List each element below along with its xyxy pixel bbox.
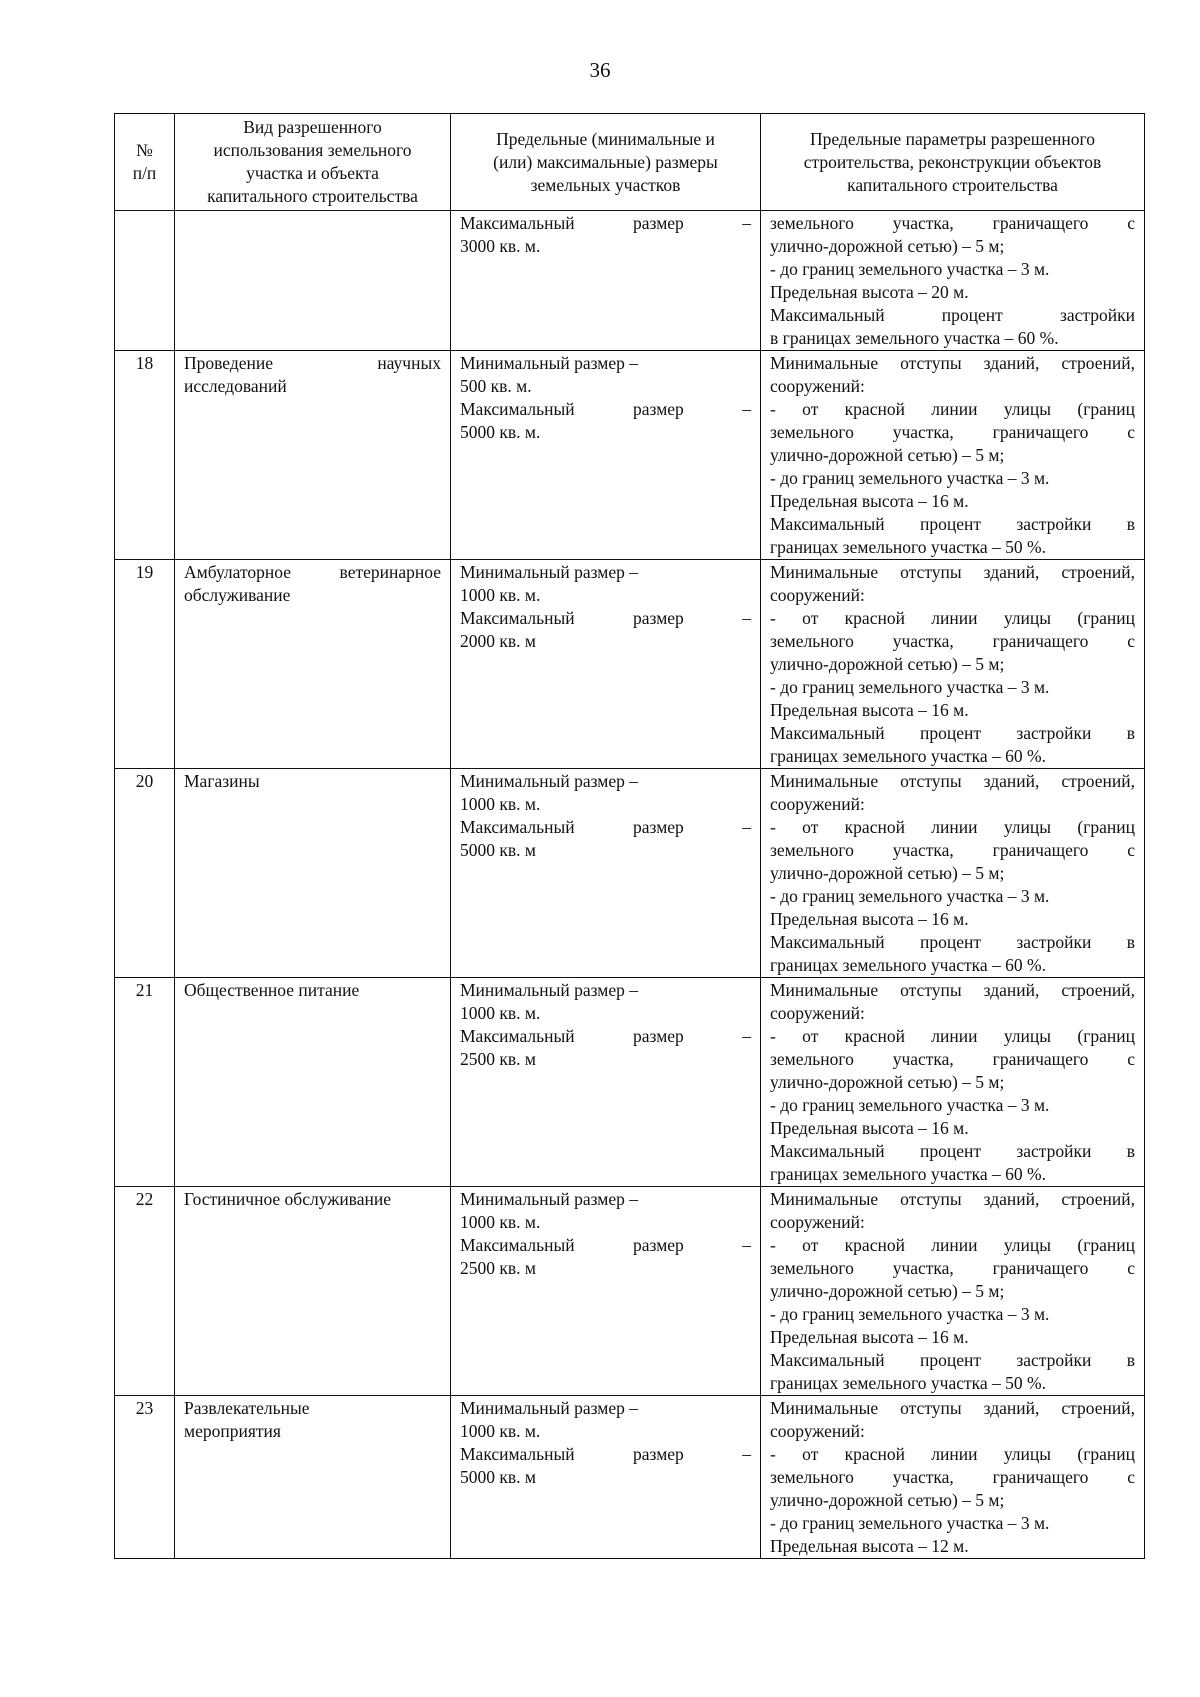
cell-text-line: 500 кв. м. <box>460 376 532 396</box>
cell-text-line: границах земельного участка – 60 %. <box>770 1164 1046 1184</box>
cell-text-line: Максимальный размер – <box>460 817 751 837</box>
cell-text-line: 3000 кв. м. <box>460 236 541 256</box>
cell-text-line: 5000 кв. м <box>460 1467 536 1487</box>
cell-text-line: 1000 кв. м. <box>460 794 541 814</box>
use-type-cell <box>175 978 451 1187</box>
cell-text-line: Минимальный размер – <box>460 980 639 1000</box>
row-number-cell: 19 <box>115 560 175 769</box>
row-number-cell: 20 <box>115 769 175 978</box>
cell-text-line: Проведение научных <box>184 353 441 373</box>
cell-text-line: 5000 кв. м. <box>460 422 541 442</box>
cell-text-line: земельного участка, граничащего с <box>770 1049 1135 1069</box>
cell-text-line: сооружений: <box>770 1212 865 1232</box>
table-row <box>115 211 1145 351</box>
cell-text-line: Гостиничное обслуживание <box>184 1189 391 1209</box>
cell-text-line: 1000 кв. м. <box>460 585 541 605</box>
cell-text-line: земельного участка, граничащего с <box>770 422 1135 442</box>
cell-text-line: 2500 кв. м <box>460 1258 536 1278</box>
cell-text-line: границах земельного участка – 60 %. <box>770 955 1046 975</box>
cell-text-line: исследований <box>184 376 287 396</box>
cell-text-line: 1000 кв. м. <box>460 1421 541 1441</box>
header-use-type <box>175 114 451 211</box>
cell-text-line: - до границ земельного участка – 3 м. <box>770 1513 1050 1533</box>
build-params-cell <box>761 769 1145 978</box>
cell-text-line: Максимальный размер – <box>460 608 751 628</box>
cell-text-line: Развлекательные <box>184 1398 310 1418</box>
cell-text-line: 5000 кв. м <box>460 840 536 860</box>
cell-text-line: - до границ земельного участка – 3 м. <box>770 677 1050 697</box>
header-size-line: Предельные (минимальные и <box>496 128 715 149</box>
cell-text-line: улично-дорожной сетью) – 5 м; <box>770 654 1005 674</box>
cell-text-line: Предельная высота – 16 м. <box>770 1118 969 1138</box>
cell-text-line: Максимальный процент застройки в <box>770 932 1135 952</box>
header-number <box>115 114 175 211</box>
cell-text-line: Максимальный размер – <box>460 213 751 233</box>
cell-text-line: земельного участка, граничащего с <box>770 1467 1135 1487</box>
header-use-line: капитального строительства <box>207 186 418 206</box>
cell-text-line: Амбулаторное ветеринарное <box>184 562 441 582</box>
cell-text-line: сооружений: <box>770 376 865 396</box>
cell-text-line: - от красной линии улицы (границ <box>770 1444 1135 1464</box>
cell-text-line: - до границ земельного участка – 3 м. <box>770 886 1050 906</box>
plot-size-cell <box>451 1187 761 1396</box>
row-number-cell: 21 <box>115 978 175 1187</box>
cell-text-line: Минимальный размер – <box>460 1398 639 1418</box>
header-params-line: капитального строительства <box>847 174 1058 195</box>
build-params-cell <box>761 560 1145 769</box>
header-size-line: (или) максимальные) размеры <box>493 151 718 172</box>
cell-text-line: - до границ земельного участка – 3 м. <box>770 468 1050 488</box>
cell-text-line: Максимальный размер – <box>460 399 751 419</box>
cell-text-line: Максимальный процент застройки в <box>770 1350 1135 1370</box>
cell-text-line: границах земельного участка – 50 %. <box>770 537 1046 557</box>
cell-text-line: 1000 кв. м. <box>460 1212 541 1232</box>
cell-text-line: земельного участка, граничащего с <box>770 213 1135 233</box>
cell-text-line: Минимальные отступы зданий, строений, <box>770 980 1135 1000</box>
cell-text-line: Максимальный процент застройки в <box>770 514 1135 534</box>
cell-text-line: границах земельного участка – 50 %. <box>770 1373 1046 1393</box>
cell-text-line: Минимальный размер – <box>460 562 639 582</box>
cell-text-line: Общественное питание <box>184 980 360 1000</box>
build-params-cell <box>761 1396 1145 1559</box>
header-number-line: п/п <box>132 163 157 183</box>
cell-text-line: улично-дорожной сетью) – 5 м; <box>770 863 1005 883</box>
header-build-params <box>761 114 1145 211</box>
cell-text-line: Минимальные отступы зданий, строений, <box>770 1398 1135 1418</box>
use-type-cell <box>175 351 451 560</box>
plot-size-cell <box>451 560 761 769</box>
table-row <box>115 1187 1145 1396</box>
cell-text-line: Минимальный размер – <box>460 353 639 373</box>
cell-text-line: - от красной линии улицы (границ <box>770 1026 1135 1046</box>
cell-text-line: Магазины <box>184 771 260 791</box>
cell-text-line: Предельная высота – 12 м. <box>770 1536 969 1556</box>
cell-text-line: в границах земельного участка – 60 %. <box>770 328 1059 348</box>
cell-text-line: Минимальные отступы зданий, строений, <box>770 1189 1135 1209</box>
cell-text-line: сооружений: <box>770 794 865 814</box>
cell-text-line: земельного участка, граничащего с <box>770 840 1135 860</box>
table-row <box>115 1396 1145 1559</box>
cell-text-line: Максимальный процент застройки в <box>770 723 1135 743</box>
cell-text-line: Минимальные отступы зданий, строений, <box>770 353 1135 373</box>
build-params-cell <box>761 351 1145 560</box>
header-plot-size <box>451 114 761 211</box>
cell-text-line: Минимальные отступы зданий, строений, <box>770 771 1135 791</box>
header-row <box>115 114 1145 211</box>
cell-text-line: - от красной линии улицы (границ <box>770 608 1135 628</box>
cell-text-line: 2000 кв. м <box>460 631 536 651</box>
use-type-cell <box>175 1187 451 1396</box>
build-params-cell <box>761 211 1145 351</box>
page-number: 36 <box>589 58 611 82</box>
cell-text-line: улично-дорожной сетью) – 5 м; <box>770 445 1005 465</box>
use-type-cell <box>175 1396 451 1559</box>
cell-text-line: земельного участка, граничащего с <box>770 1258 1135 1278</box>
header-params-line: Предельные параметры разрешенного <box>810 128 1095 149</box>
cell-text-line: Максимальный процент застройки <box>770 305 1135 325</box>
cell-text-line: улично-дорожной сетью) – 5 м; <box>770 1072 1005 1092</box>
plot-size-cell <box>451 1396 761 1559</box>
cell-text-line: сооружений: <box>770 1003 865 1023</box>
table-header <box>115 114 1145 211</box>
cell-text-line: мероприятия <box>184 1421 281 1441</box>
plot-size-cell <box>451 351 761 560</box>
cell-text-line: Предельная высота – 20 м. <box>770 282 969 302</box>
row-number-cell <box>115 211 175 351</box>
use-type-cell <box>175 769 451 978</box>
cell-text-line: - от красной линии улицы (границ <box>770 399 1135 419</box>
header-size-line: земельных участков <box>530 174 681 195</box>
table-body <box>115 211 1145 1559</box>
use-type-cell <box>175 211 451 351</box>
header-use-line: участка и объекта <box>246 163 379 183</box>
cell-text-line: обслуживание <box>184 585 291 605</box>
cell-text-line: Максимальный размер – <box>460 1235 751 1255</box>
header-use-line: использования земельного <box>213 140 412 160</box>
row-number-cell: 23 <box>115 1396 175 1559</box>
table-row <box>115 769 1145 978</box>
build-params-cell <box>761 978 1145 1187</box>
cell-text-line: Минимальный размер – <box>460 771 639 791</box>
table-row <box>115 978 1145 1187</box>
row-number-cell: 18 <box>115 351 175 560</box>
table-row <box>115 560 1145 769</box>
plot-size-cell <box>451 769 761 978</box>
cell-text-line: Минимальные отступы зданий, строений, <box>770 562 1135 582</box>
cell-text-line: улично-дорожной сетью) – 5 м; <box>770 1490 1005 1510</box>
header-params-line: строительства, реконструкции объектов <box>803 151 1102 172</box>
cell-text-line: - от красной линии улицы (границ <box>770 817 1135 837</box>
cell-text-line: сооружений: <box>770 585 865 605</box>
build-params-cell <box>761 1187 1145 1396</box>
cell-text-line: границах земельного участка – 60 %. <box>770 746 1046 766</box>
header-use-line: Вид разрешенного <box>243 117 382 137</box>
cell-text-line: Предельная высота – 16 м. <box>770 1327 969 1347</box>
cell-text-line: - до границ земельного участка – 3 м. <box>770 1095 1050 1115</box>
cell-text-line: Предельная высота – 16 м. <box>770 909 969 929</box>
plot-size-cell <box>451 978 761 1187</box>
table-row <box>115 351 1145 560</box>
row-number-cell: 22 <box>115 1187 175 1396</box>
cell-text-line: улично-дорожной сетью) – 5 м; <box>770 236 1005 256</box>
cell-text-line: Предельная высота – 16 м. <box>770 491 969 511</box>
cell-text-line: Минимальный размер – <box>460 1189 639 1209</box>
cell-text-line: 2500 кв. м <box>460 1049 536 1069</box>
use-type-cell <box>175 560 451 769</box>
cell-text-line: - до границ земельного участка – 3 м. <box>770 1304 1050 1324</box>
cell-text-line: сооружений: <box>770 1421 865 1441</box>
cell-text-line: Максимальный процент застройки в <box>770 1141 1135 1161</box>
cell-text-line: - от красной линии улицы (границ <box>770 1235 1135 1255</box>
cell-text-line: 1000 кв. м. <box>460 1003 541 1023</box>
regulations-table <box>114 113 1145 1559</box>
cell-text-line: Предельная высота – 16 м. <box>770 700 969 720</box>
cell-text-line: улично-дорожной сетью) – 5 м; <box>770 1281 1005 1301</box>
header-number-line: № <box>136 140 153 160</box>
cell-text-line: Максимальный размер – <box>460 1444 751 1464</box>
cell-text-line: - до границ земельного участка – 3 м. <box>770 259 1050 279</box>
plot-size-cell <box>451 211 761 351</box>
cell-text-line: Максимальный размер – <box>460 1026 751 1046</box>
cell-text-line: земельного участка, граничащего с <box>770 631 1135 651</box>
